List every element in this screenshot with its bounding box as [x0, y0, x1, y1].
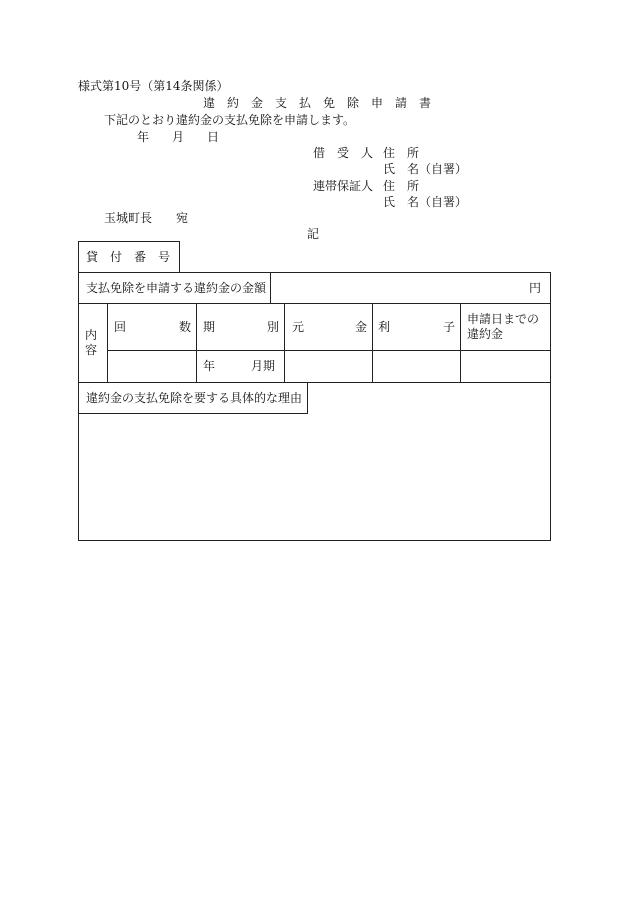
period-value: 年 月期 [203, 359, 276, 373]
guarantor-name-label: 氏 名（自署） [383, 195, 468, 209]
col-divider-2 [284, 303, 285, 382]
borrower-role: 借 受 人 [313, 146, 374, 160]
col-principal-b: 金 [355, 320, 368, 334]
intro-text: 下記のとおり違約金の支払免除を申請します。 [104, 113, 356, 127]
amount-row-divider [270, 272, 271, 303]
reason-input-area[interactable] [80, 414, 547, 538]
borrower-address-label: 住 所 [383, 146, 420, 160]
date-day: 日 [207, 130, 220, 144]
col-divider-3 [372, 303, 373, 382]
loan-number-label: 貸 付 番 号 [86, 250, 171, 264]
guarantor-address-label: 住 所 [383, 179, 420, 193]
amount-unit: 円 [529, 281, 542, 295]
form-number: 様式第10号（第14条関係） [78, 79, 229, 93]
content-label-divider [107, 303, 108, 382]
amount-row-bottom [78, 303, 550, 304]
borrower-name-label: 氏 名（自署） [383, 162, 468, 176]
col-divider-1 [196, 303, 197, 382]
col-interest-b: 子 [443, 320, 456, 334]
addressee: 玉城町長 宛 [104, 211, 189, 225]
ki-heading: 記 [307, 227, 320, 241]
date-year: 年 [137, 130, 150, 144]
guarantor-role: 連帯保証人 [313, 179, 374, 193]
col-interest-a: 利 [378, 320, 391, 334]
col-period-a: 期 [203, 320, 216, 334]
reason-label: 違約金の支払免除を要する具体的な理由 [86, 391, 303, 405]
page-title: 違 約 金 支 払 免 除 申 請 書 [203, 96, 432, 110]
col-penalty: 申請日までの違約金 [467, 312, 540, 341]
col-times-b: 数 [179, 320, 192, 334]
date-month: 月 [172, 130, 185, 144]
col-period-b: 別 [267, 320, 280, 334]
amount-label: 支払免除を申請する違約金の金額 [86, 281, 267, 295]
content-header-bottom [107, 350, 550, 351]
col-times-a: 回 [114, 320, 127, 334]
col-divider-4 [460, 303, 461, 382]
col-principal-a: 元 [292, 320, 305, 334]
content-label: 内容 [85, 328, 98, 357]
